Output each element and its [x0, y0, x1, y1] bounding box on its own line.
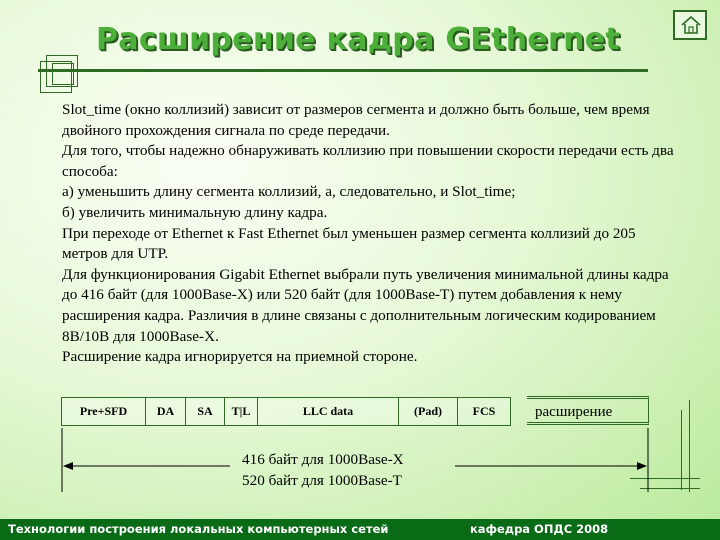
footer-bar	[0, 519, 720, 540]
frame-field-da: DA	[146, 398, 186, 426]
paragraph: Расширение кадра игнорируется на приемной стороне.	[62, 348, 418, 366]
dimension-1000base-t: 520 байт для 1000Base-T	[242, 472, 402, 489]
dimension-label	[242, 449, 404, 491]
frame-field-preamble: Pre+SFD	[62, 398, 146, 426]
paragraph: При переходе от Ethernet к Fast Ethernet был уменьшен размер сегмента коллизий до 205 метров для UTP.	[62, 224, 636, 263]
frame-field-sa: SA	[186, 398, 225, 426]
paragraph: Slot_time (окно коллизий) зависит от размеров сегмента и должно быть больше, чем время двойного прохождения сигнала по среде передачи.	[62, 101, 650, 139]
frame-field-type-length: T|L	[225, 398, 258, 426]
footer-department: кафедра ОПДС 2008	[470, 522, 609, 536]
slide-title: Расширение кадра GEthernet	[96, 22, 621, 57]
footer-course-title: Технологии построения локальных компьютерных сетей	[8, 522, 389, 536]
dimension-1000base-x: 416 байт для 1000Base-X	[242, 451, 404, 468]
paragraph: б) увеличить минимальную длину кадра.	[62, 203, 328, 221]
paragraph: а) уменьшить длину сегмента коллизий, а, следовательно, и Slot_time;	[62, 183, 516, 201]
frame-extension-field: расширение	[527, 396, 649, 425]
paragraph: Для того, чтобы надежно обнаруживать коллизию при повышении скорости передачи есть два способа:	[62, 142, 674, 180]
frame-field-llc-data: LLC data	[258, 398, 399, 426]
paragraph: Для функционирования Gigabit Ethernet выбрали путь увеличения минимальной длины кадра до 416 байт (для 1000Base-X) или 520 байт (для 1000Base-T) путем добавления к нему расширения кадра. Различия в длине связаны с дополнительным логическим кодированием 8B/10B для 1000Base-X.	[62, 265, 669, 345]
frame-field-fcs: FCS	[458, 398, 511, 426]
frame-field-pad: (Pad)	[399, 398, 458, 426]
